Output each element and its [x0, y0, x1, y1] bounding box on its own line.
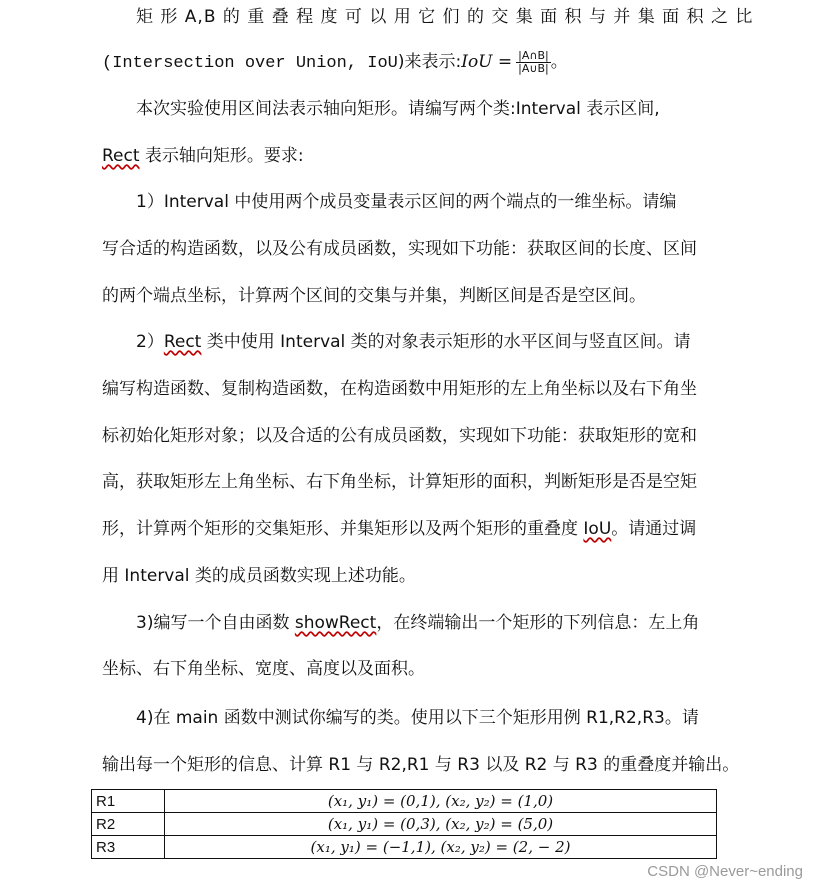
rect-name: R2: [92, 813, 165, 836]
table-row: [92, 836, 717, 859]
text-run: 编写构造函数、复制构造函数，在构造函数中用矩形的左上角坐标以及右下角坐: [102, 379, 697, 399]
text-run: 。: [550, 52, 568, 72]
text-run: 本次实验使用区间法表示轴向矩形。请编写两个类:Interval 表示区间,: [136, 99, 660, 119]
paragraph-line: [136, 4, 754, 30]
paragraph-line: [102, 423, 724, 449]
paragraph-line: [102, 283, 724, 309]
text-run: 4)在 main 函数中测试你编写的类。使用以下三个矩形用例 R1,R2,R3。请: [136, 708, 699, 728]
text-run: 。请通过调: [611, 519, 697, 539]
text-run: ，在终端输出一个矩形的下列信息：左上角: [376, 613, 700, 633]
text-run: 的两个端点坐标，计算两个区间的交集与并集，判断区间是否是空区间。: [102, 286, 646, 306]
text-run: )来表示:: [397, 52, 462, 72]
iou-term: IoU: [583, 519, 612, 539]
text-run: 高，获取矩形左上角坐标、右下角坐标，计算矩形的面积，判断矩形是否是空矩: [102, 472, 697, 492]
paragraph-line: [136, 189, 724, 215]
iou-term: IoU: [367, 54, 398, 73]
fraction-numerator: |A∩B|: [518, 48, 549, 62]
fraction-denominator: |A∪B|: [518, 61, 549, 75]
text-run: 形，计算两个矩形的交集矩形、并集矩形以及两个矩形的重叠度: [102, 519, 584, 539]
rect-coords: (x₁, y₁) = (−1,1), (x₂, y₂) = (2, − 2): [165, 836, 717, 859]
text-run: 类中使用 Interval 类的对象表示矩形的水平区间与竖直区间。请: [201, 332, 691, 352]
text-run: 坐标、右下角坐标、宽度、高度以及面积。: [102, 659, 425, 679]
paragraph-line: [102, 49, 724, 77]
rect-coords: (x₁, y₁) = (0,3), (x₂, y₂) = (5,0): [165, 813, 717, 836]
text-run: 3)编写一个自由函数: [136, 613, 295, 633]
text-run: 1）Interval 中使用两个成员变量表示区间的两个端点的一维坐标。请编: [136, 192, 677, 212]
paragraph-line: [102, 236, 724, 262]
watermark: CSDN @Never~ending: [647, 863, 803, 880]
text-run: 2）: [136, 332, 164, 352]
text-run: 矩 形 A,B 的 重 叠 程 度 可 以 用 它 们 的 交 集 面 积 与 并 集 面 积 之 比: [136, 7, 754, 27]
paragraph-line: [102, 752, 740, 778]
rect-name: R1: [92, 790, 165, 813]
text-run: 标初始化矩形对象；以及合适的公有成员函数，实现如下功能：获取矩形的宽和: [102, 426, 697, 446]
iou-formula: IoU =: [461, 52, 513, 72]
paragraph-line: [136, 96, 724, 122]
paragraph-line: [136, 610, 724, 636]
paragraph-line: [102, 143, 724, 169]
paragraph-line: [102, 656, 724, 682]
rect-coords: (x₁, y₁) = (0,1), (x₂, y₂) = (1,0): [165, 790, 717, 813]
paragraph-line: [102, 376, 724, 402]
paragraph-line: [102, 516, 724, 542]
rect-name: R3: [92, 836, 165, 859]
table-row: [92, 790, 717, 813]
table-row: [92, 813, 717, 836]
text-run: (Intersection over Union,: [102, 54, 368, 73]
iou-fraction: [516, 50, 551, 75]
paragraph-line: [136, 329, 724, 355]
rect-term: Rect: [102, 146, 140, 166]
rect-table: [91, 789, 717, 859]
text-run: 输出每一个矩形的信息、计算 R1 与 R2,R1 与 R3 以及 R2 与 R3 的重叠度并输出。: [102, 755, 740, 775]
showrect-term: showRect: [294, 613, 377, 633]
rect-term: Rect: [163, 332, 202, 352]
text-run: 用 Interval 类的成员函数实现上述功能。: [102, 566, 416, 586]
text-run: 写合适的构造函数，以及公有成员函数，实现如下功能：获取区间的长度、区间: [102, 239, 697, 259]
text-run: 表示轴向矩形。要求:: [139, 146, 304, 166]
paragraph-line: [102, 563, 724, 589]
paragraph-line: [102, 469, 724, 495]
paragraph-line: [136, 705, 724, 731]
